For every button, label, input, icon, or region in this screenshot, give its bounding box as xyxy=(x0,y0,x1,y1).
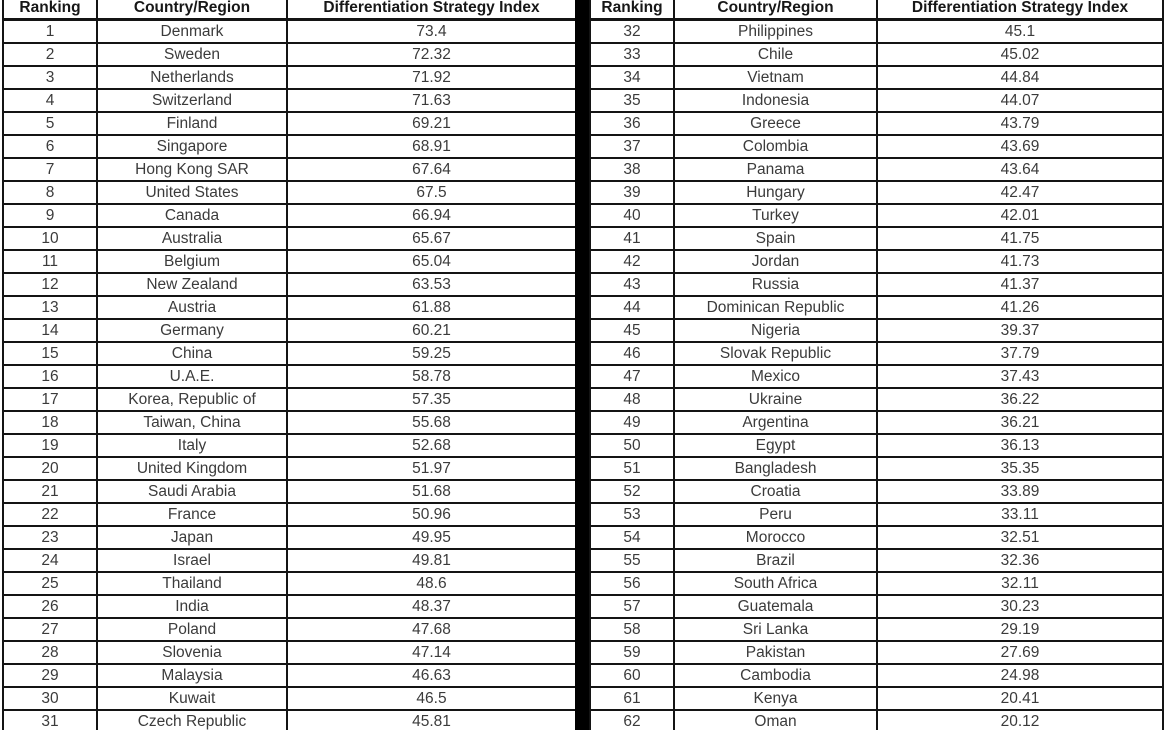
index-cell: 20.12 xyxy=(877,710,1163,730)
table-row xyxy=(3,20,576,44)
country-cell: Germany xyxy=(97,319,287,342)
table-row xyxy=(590,365,1163,388)
country-cell: Bangladesh xyxy=(674,457,877,480)
table-row xyxy=(3,710,576,730)
table-row xyxy=(3,687,576,710)
rank-cell: 26 xyxy=(3,595,97,618)
rank-cell: 28 xyxy=(3,641,97,664)
country-cell: Singapore xyxy=(97,135,287,158)
table-row xyxy=(590,480,1163,503)
index-cell: 33.11 xyxy=(877,503,1163,526)
table-row xyxy=(590,227,1163,250)
index-cell: 44.84 xyxy=(877,66,1163,89)
rank-cell: 62 xyxy=(590,710,674,730)
index-cell: 45.02 xyxy=(877,43,1163,66)
country-cell: Israel xyxy=(97,549,287,572)
rank-cell: 10 xyxy=(3,227,97,250)
country-cell: Australia xyxy=(97,227,287,250)
country-cell: Chile xyxy=(674,43,877,66)
rank-cell: 23 xyxy=(3,526,97,549)
table-row xyxy=(590,296,1163,319)
table-row xyxy=(590,89,1163,112)
rank-cell: 33 xyxy=(590,43,674,66)
index-cell: 49.95 xyxy=(287,526,576,549)
table-row xyxy=(590,204,1163,227)
rank-cell: 12 xyxy=(3,273,97,296)
rank-cell: 30 xyxy=(3,687,97,710)
header-ranking: Ranking xyxy=(590,0,674,20)
rank-cell: 40 xyxy=(590,204,674,227)
country-cell: Slovak Republic xyxy=(674,342,877,365)
index-cell: 72.32 xyxy=(287,43,576,66)
index-cell: 65.04 xyxy=(287,250,576,273)
table-row xyxy=(3,664,576,687)
rank-cell: 18 xyxy=(3,411,97,434)
table-divider xyxy=(575,0,589,730)
country-cell: Croatia xyxy=(674,480,877,503)
index-cell: 52.68 xyxy=(287,434,576,457)
country-cell: Canada xyxy=(97,204,287,227)
index-cell: 46.5 xyxy=(287,687,576,710)
index-cell: 63.53 xyxy=(287,273,576,296)
country-cell: Saudi Arabia xyxy=(97,480,287,503)
country-cell: Austria xyxy=(97,296,287,319)
table-row xyxy=(3,480,576,503)
table-row xyxy=(3,135,576,158)
country-cell: Hong Kong SAR xyxy=(97,158,287,181)
rank-cell: 43 xyxy=(590,273,674,296)
rank-cell: 37 xyxy=(590,135,674,158)
table-row xyxy=(590,20,1163,44)
country-cell: Guatemala xyxy=(674,595,877,618)
country-cell: Kenya xyxy=(674,687,877,710)
rank-cell: 11 xyxy=(3,250,97,273)
index-cell: 49.81 xyxy=(287,549,576,572)
country-cell: Dominican Republic xyxy=(674,296,877,319)
rank-cell: 36 xyxy=(590,112,674,135)
index-cell: 45.81 xyxy=(287,710,576,730)
country-cell: Czech Republic xyxy=(97,710,287,730)
index-cell: 55.68 xyxy=(287,411,576,434)
index-cell: 41.73 xyxy=(877,250,1163,273)
index-cell: 33.89 xyxy=(877,480,1163,503)
country-cell: Cambodia xyxy=(674,664,877,687)
rank-cell: 17 xyxy=(3,388,97,411)
country-cell: Slovenia xyxy=(97,641,287,664)
rank-cell: 27 xyxy=(3,618,97,641)
country-cell: Oman xyxy=(674,710,877,730)
table-row xyxy=(590,388,1163,411)
country-cell: Vietnam xyxy=(674,66,877,89)
index-cell: 71.63 xyxy=(287,89,576,112)
rank-cell: 39 xyxy=(590,181,674,204)
index-cell: 37.79 xyxy=(877,342,1163,365)
country-cell: Peru xyxy=(674,503,877,526)
country-cell: United States xyxy=(97,181,287,204)
rank-cell: 44 xyxy=(590,296,674,319)
country-cell: Russia xyxy=(674,273,877,296)
table-row xyxy=(3,595,576,618)
country-cell: Taiwan, China xyxy=(97,411,287,434)
country-cell: Philippines xyxy=(674,20,877,44)
country-cell: Indonesia xyxy=(674,89,877,112)
index-cell: 48.37 xyxy=(287,595,576,618)
rank-cell: 25 xyxy=(3,572,97,595)
country-cell: Switzerland xyxy=(97,89,287,112)
index-cell: 42.01 xyxy=(877,204,1163,227)
country-cell: Denmark xyxy=(97,20,287,44)
table-row xyxy=(590,66,1163,89)
ranking-table-right xyxy=(589,0,1164,730)
rank-cell: 13 xyxy=(3,296,97,319)
rank-cell: 15 xyxy=(3,342,97,365)
table-row xyxy=(3,89,576,112)
country-cell: Poland xyxy=(97,618,287,641)
table-row xyxy=(3,365,576,388)
index-cell: 29.19 xyxy=(877,618,1163,641)
table-row xyxy=(590,641,1163,664)
rank-cell: 59 xyxy=(590,641,674,664)
country-cell: U.A.E. xyxy=(97,365,287,388)
country-cell: Korea, Republic of xyxy=(97,388,287,411)
index-cell: 73.4 xyxy=(287,20,576,44)
table-row xyxy=(590,273,1163,296)
country-cell: Turkey xyxy=(674,204,877,227)
table-row xyxy=(590,411,1163,434)
country-cell: Belgium xyxy=(97,250,287,273)
rank-cell: 49 xyxy=(590,411,674,434)
index-cell: 30.23 xyxy=(877,595,1163,618)
country-cell: Jordan xyxy=(674,250,877,273)
header-row xyxy=(3,0,576,20)
rank-cell: 5 xyxy=(3,112,97,135)
header-country: Country/Region xyxy=(97,0,287,20)
index-cell: 24.98 xyxy=(877,664,1163,687)
rank-cell: 56 xyxy=(590,572,674,595)
rank-cell: 1 xyxy=(3,20,97,44)
rank-cell: 24 xyxy=(3,549,97,572)
country-cell: Panama xyxy=(674,158,877,181)
index-cell: 57.35 xyxy=(287,388,576,411)
rank-cell: 45 xyxy=(590,319,674,342)
country-cell: Spain xyxy=(674,227,877,250)
country-cell: Greece xyxy=(674,112,877,135)
index-cell: 67.64 xyxy=(287,158,576,181)
table-row xyxy=(3,181,576,204)
index-cell: 36.13 xyxy=(877,434,1163,457)
index-cell: 66.94 xyxy=(287,204,576,227)
rank-cell: 53 xyxy=(590,503,674,526)
table-row xyxy=(3,43,576,66)
table-row xyxy=(3,618,576,641)
country-cell: Nigeria xyxy=(674,319,877,342)
table-row xyxy=(590,572,1163,595)
table-row xyxy=(590,158,1163,181)
country-cell: Egypt xyxy=(674,434,877,457)
index-cell: 43.64 xyxy=(877,158,1163,181)
index-cell: 60.21 xyxy=(287,319,576,342)
table-row xyxy=(3,572,576,595)
index-cell: 71.92 xyxy=(287,66,576,89)
index-cell: 61.88 xyxy=(287,296,576,319)
index-cell: 36.22 xyxy=(877,388,1163,411)
table-row xyxy=(3,158,576,181)
index-cell: 37.43 xyxy=(877,365,1163,388)
table-row xyxy=(590,664,1163,687)
rank-cell: 3 xyxy=(3,66,97,89)
rank-cell: 47 xyxy=(590,365,674,388)
index-cell: 32.51 xyxy=(877,526,1163,549)
table-row xyxy=(3,457,576,480)
index-cell: 58.78 xyxy=(287,365,576,388)
header-index: Differentiation Strategy Index xyxy=(287,0,576,20)
index-cell: 27.69 xyxy=(877,641,1163,664)
table-row xyxy=(590,687,1163,710)
rank-cell: 19 xyxy=(3,434,97,457)
index-cell: 32.11 xyxy=(877,572,1163,595)
rank-cell: 46 xyxy=(590,342,674,365)
country-cell: Brazil xyxy=(674,549,877,572)
index-cell: 20.41 xyxy=(877,687,1163,710)
index-cell: 59.25 xyxy=(287,342,576,365)
rank-cell: 57 xyxy=(590,595,674,618)
country-cell: Argentina xyxy=(674,411,877,434)
table-row xyxy=(3,549,576,572)
rank-cell: 9 xyxy=(3,204,97,227)
index-cell: 48.6 xyxy=(287,572,576,595)
index-cell: 41.37 xyxy=(877,273,1163,296)
table-row xyxy=(3,204,576,227)
country-cell: Pakistan xyxy=(674,641,877,664)
rank-cell: 34 xyxy=(590,66,674,89)
table-row xyxy=(590,342,1163,365)
rank-cell: 14 xyxy=(3,319,97,342)
index-cell: 36.21 xyxy=(877,411,1163,434)
table-row xyxy=(590,434,1163,457)
rank-cell: 61 xyxy=(590,687,674,710)
rank-cell: 31 xyxy=(3,710,97,730)
table-row xyxy=(590,503,1163,526)
rank-cell: 7 xyxy=(3,158,97,181)
table-row xyxy=(3,227,576,250)
index-cell: 45.1 xyxy=(877,20,1163,44)
index-cell: 50.96 xyxy=(287,503,576,526)
index-cell: 68.91 xyxy=(287,135,576,158)
rank-cell: 16 xyxy=(3,365,97,388)
rank-cell: 21 xyxy=(3,480,97,503)
country-cell: South Africa xyxy=(674,572,877,595)
country-cell: France xyxy=(97,503,287,526)
rank-cell: 41 xyxy=(590,227,674,250)
index-cell: 67.5 xyxy=(287,181,576,204)
index-cell: 42.47 xyxy=(877,181,1163,204)
table-row xyxy=(3,388,576,411)
rank-cell: 6 xyxy=(3,135,97,158)
country-cell: New Zealand xyxy=(97,273,287,296)
table-row xyxy=(590,319,1163,342)
header-ranking: Ranking xyxy=(3,0,97,20)
index-cell: 35.35 xyxy=(877,457,1163,480)
country-cell: Colombia xyxy=(674,135,877,158)
header-country: Country/Region xyxy=(674,0,877,20)
index-cell: 47.14 xyxy=(287,641,576,664)
index-cell: 51.97 xyxy=(287,457,576,480)
index-cell: 39.37 xyxy=(877,319,1163,342)
table-row xyxy=(590,457,1163,480)
table-row xyxy=(590,618,1163,641)
index-cell: 32.36 xyxy=(877,549,1163,572)
index-cell: 69.21 xyxy=(287,112,576,135)
index-cell: 41.26 xyxy=(877,296,1163,319)
header-index: Differentiation Strategy Index xyxy=(877,0,1163,20)
table-row xyxy=(590,43,1163,66)
country-cell: Morocco xyxy=(674,526,877,549)
country-cell: Sri Lanka xyxy=(674,618,877,641)
table-row xyxy=(3,526,576,549)
table-row xyxy=(590,250,1163,273)
index-cell: 46.63 xyxy=(287,664,576,687)
header-row xyxy=(590,0,1163,20)
country-cell: Italy xyxy=(97,434,287,457)
rank-cell: 54 xyxy=(590,526,674,549)
country-cell: Hungary xyxy=(674,181,877,204)
country-cell: Ukraine xyxy=(674,388,877,411)
table-row xyxy=(590,549,1163,572)
rank-cell: 38 xyxy=(590,158,674,181)
country-cell: Thailand xyxy=(97,572,287,595)
table-row xyxy=(3,296,576,319)
table-row xyxy=(590,181,1163,204)
country-cell: Japan xyxy=(97,526,287,549)
table-row xyxy=(3,434,576,457)
index-cell: 43.79 xyxy=(877,112,1163,135)
ranking-table-left xyxy=(2,0,577,730)
index-cell: 65.67 xyxy=(287,227,576,250)
rank-cell: 50 xyxy=(590,434,674,457)
country-cell: Finland xyxy=(97,112,287,135)
table-row xyxy=(590,526,1163,549)
rank-cell: 35 xyxy=(590,89,674,112)
table-row xyxy=(590,135,1163,158)
rank-cell: 51 xyxy=(590,457,674,480)
rank-cell: 8 xyxy=(3,181,97,204)
country-cell: China xyxy=(97,342,287,365)
country-cell: United Kingdom xyxy=(97,457,287,480)
rank-cell: 2 xyxy=(3,43,97,66)
table-row xyxy=(3,411,576,434)
index-cell: 47.68 xyxy=(287,618,576,641)
index-cell: 51.68 xyxy=(287,480,576,503)
rank-cell: 32 xyxy=(590,20,674,44)
table-row xyxy=(590,595,1163,618)
table-row xyxy=(590,710,1163,730)
country-cell: India xyxy=(97,595,287,618)
table-row xyxy=(3,112,576,135)
rank-cell: 55 xyxy=(590,549,674,572)
rank-cell: 29 xyxy=(3,664,97,687)
rank-cell: 60 xyxy=(590,664,674,687)
index-cell: 41.75 xyxy=(877,227,1163,250)
table-row xyxy=(3,641,576,664)
table-row xyxy=(3,250,576,273)
rank-cell: 4 xyxy=(3,89,97,112)
table-row xyxy=(590,112,1163,135)
index-cell: 43.69 xyxy=(877,135,1163,158)
country-cell: Sweden xyxy=(97,43,287,66)
table-row xyxy=(3,319,576,342)
rank-cell: 52 xyxy=(590,480,674,503)
country-cell: Mexico xyxy=(674,365,877,388)
country-cell: Netherlands xyxy=(97,66,287,89)
table-row xyxy=(3,273,576,296)
rank-cell: 58 xyxy=(590,618,674,641)
table-row xyxy=(3,503,576,526)
rank-cell: 48 xyxy=(590,388,674,411)
index-cell: 44.07 xyxy=(877,89,1163,112)
table-row xyxy=(3,66,576,89)
country-cell: Kuwait xyxy=(97,687,287,710)
rank-cell: 42 xyxy=(590,250,674,273)
country-cell: Malaysia xyxy=(97,664,287,687)
rank-cell: 22 xyxy=(3,503,97,526)
rank-cell: 20 xyxy=(3,457,97,480)
table-row xyxy=(3,342,576,365)
